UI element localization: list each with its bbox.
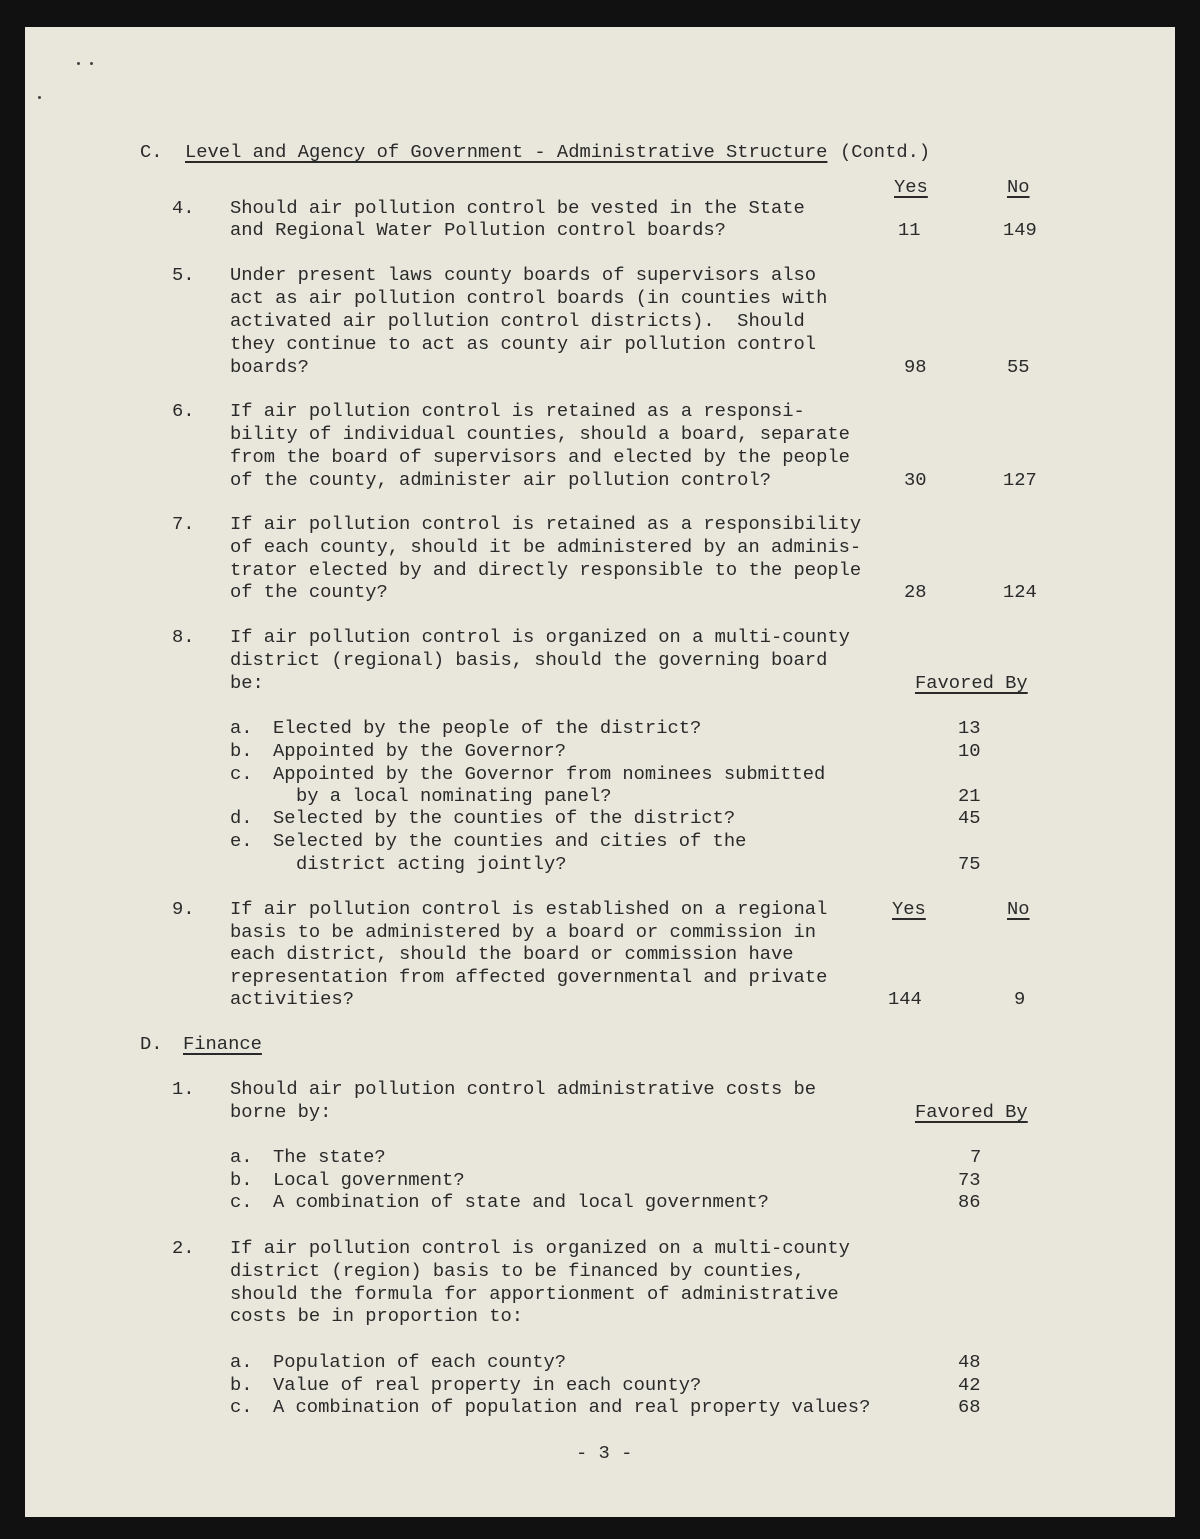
q7-no: 124 — [1003, 581, 1037, 603]
d1-option-value: 86 — [958, 1191, 981, 1213]
d1-option-letter: a. — [230, 1146, 253, 1168]
d1-option-letter: b. — [230, 1169, 253, 1191]
q4-line: and Regional Water Pollution control boards? — [230, 219, 726, 241]
q8-option-letter: c. — [230, 763, 253, 785]
speck — [77, 62, 80, 65]
d2-option-value: 42 — [958, 1374, 981, 1396]
d1-option-text: Local government? — [273, 1169, 465, 1191]
q7-line: trator elected by and directly responsible to the people — [230, 559, 862, 581]
q8-option-text: Appointed by the Governor from nominees submitted — [273, 763, 826, 785]
d2-line: costs be in proportion to: — [230, 1305, 524, 1327]
q5-line: they continue to act as county air pollution control — [230, 333, 817, 355]
q5-line: activated air pollution control districts). Should — [230, 310, 805, 332]
d1-option-text: A combination of state and local government? — [273, 1191, 769, 1213]
q8-option-letter: d. — [230, 807, 253, 829]
q8-favored-header: Favored By — [915, 672, 1028, 694]
d1-option-text: The state? — [273, 1146, 386, 1168]
q8-option-text: Appointed by the Governor? — [273, 740, 567, 762]
d2-option-letter: b. — [230, 1374, 253, 1396]
q7-num: 7. — [172, 513, 195, 535]
section-c-letter: C. — [140, 141, 163, 163]
q8-option-letter: e. — [230, 830, 253, 852]
q8-option-value: 75 — [958, 853, 981, 875]
q8-line: be: — [230, 672, 264, 694]
q6-line: from the board of supervisors and elected by the people — [230, 446, 850, 468]
q6-no: 127 — [1003, 469, 1037, 491]
q6-line: If air pollution control is retained as a responsi- — [230, 400, 805, 422]
q5-num: 5. — [172, 264, 195, 286]
d1-num: 1. — [172, 1078, 195, 1100]
q4-yes: 11 — [898, 219, 921, 241]
q8-option-text: by a local nominating panel? — [296, 785, 612, 807]
d2-option-text: Population of each county? — [273, 1351, 567, 1373]
d2-line: If air pollution control is organized on a multi-county — [230, 1237, 850, 1259]
q8-option-text: district acting jointly? — [296, 853, 567, 875]
d1-favored-header: Favored By — [915, 1101, 1028, 1123]
d2-option-value: 48 — [958, 1351, 981, 1373]
q8-option-letter: b. — [230, 740, 253, 762]
q7-line: If air pollution control is retained as a responsibility — [230, 513, 862, 535]
section-d-letter: D. — [140, 1033, 163, 1055]
q6-line: bility of individual counties, should a board, separate — [230, 423, 850, 445]
d2-option-letter: c. — [230, 1396, 253, 1418]
q9-line: representation from affected governmental and private — [230, 966, 828, 988]
q8-option-text: Selected by the counties and cities of the — [273, 830, 747, 852]
d2-option-letter: a. — [230, 1351, 253, 1373]
q9-line: each district, should the board or commission have — [230, 943, 794, 965]
q5-line: Under present laws county boards of supervisors also — [230, 264, 817, 286]
q8-num: 8. — [172, 626, 195, 648]
q8-option-value: 45 — [958, 807, 981, 829]
q5-yes: 98 — [904, 356, 927, 378]
d2-option-value: 68 — [958, 1396, 981, 1418]
yes-header: Yes — [892, 898, 926, 920]
q8-option-value: 13 — [958, 717, 981, 739]
d1-option-value: 73 — [958, 1169, 981, 1191]
q4-line: Should air pollution control be vested in the State — [230, 197, 805, 219]
d2-line: should the formula for apportionment of administrative — [230, 1283, 839, 1305]
q4-num: 4. — [172, 197, 195, 219]
d1-option-value: 7 — [970, 1146, 982, 1168]
d2-option-text: A combination of population and real property values? — [273, 1396, 871, 1418]
q5-line: act as air pollution control boards (in counties with — [230, 287, 828, 309]
no-header: No — [1007, 176, 1030, 198]
d2-line: district (region) basis to be financed by counties, — [230, 1260, 805, 1282]
q5-line: boards? — [230, 356, 309, 378]
q9-line: If air pollution control is established on a regional — [230, 898, 828, 920]
q7-line: of each county, should it be administered by an adminis- — [230, 536, 862, 558]
page-number: - 3 - — [576, 1442, 633, 1464]
d1-line: Should air pollution control administrative costs be — [230, 1078, 817, 1100]
q8-option-value: 10 — [958, 740, 981, 762]
no-header: No — [1007, 898, 1030, 920]
d2-option-text: Value of real property in each county? — [273, 1374, 702, 1396]
q8-line: district (regional) basis, should the governing board — [230, 649, 828, 671]
q4-no: 149 — [1003, 219, 1037, 241]
q8-option-text: Selected by the counties of the district? — [273, 807, 736, 829]
q6-num: 6. — [172, 400, 195, 422]
d1-line: borne by: — [230, 1101, 332, 1123]
q8-option-value: 21 — [958, 785, 981, 807]
speck — [38, 96, 41, 99]
section-c-contd: (Contd.) — [840, 141, 931, 163]
q5-no: 55 — [1007, 356, 1030, 378]
q8-option-letter: a. — [230, 717, 253, 739]
q9-no: 9 — [1014, 988, 1026, 1010]
section-c-title: Level and Agency of Government - Administrative Structure — [185, 141, 828, 163]
q9-yes: 144 — [888, 988, 922, 1010]
d1-option-letter: c. — [230, 1191, 253, 1213]
q9-line: activities? — [230, 988, 354, 1010]
d2-num: 2. — [172, 1237, 195, 1259]
speck — [90, 62, 93, 65]
q6-yes: 30 — [904, 469, 927, 491]
q6-line: of the county, administer air pollution control? — [230, 469, 771, 491]
q8-option-text: Elected by the people of the district? — [273, 717, 702, 739]
q8-line: If air pollution control is organized on a multi-county — [230, 626, 850, 648]
q9-line: basis to be administered by a board or commission in — [230, 921, 817, 943]
q7-yes: 28 — [904, 581, 927, 603]
yes-header: Yes — [894, 176, 928, 198]
q7-line: of the county? — [230, 581, 388, 603]
q9-num: 9. — [172, 898, 195, 920]
section-d-title: Finance — [183, 1033, 262, 1055]
